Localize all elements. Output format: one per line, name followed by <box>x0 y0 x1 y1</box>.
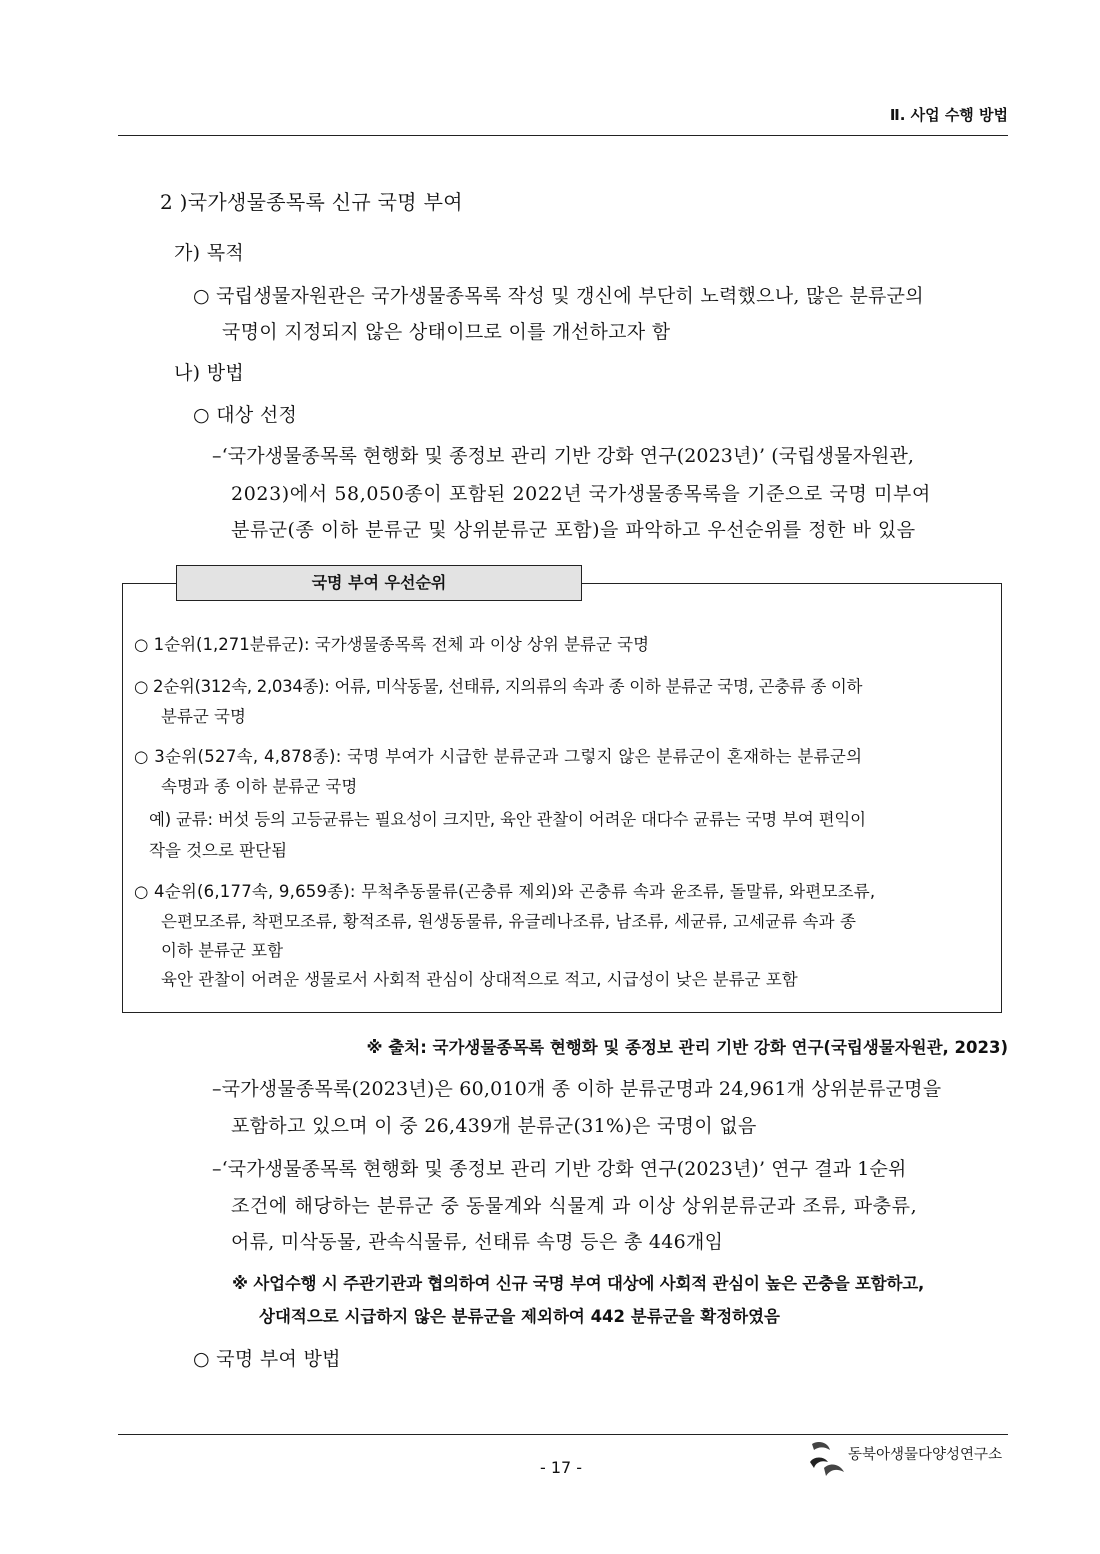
priority-4-line-4: 육안 관찰이 어려운 생물로서 사회적 관심이 상대적으로 적고, 시급성이 낮은 분류군 포함 <box>161 970 798 989</box>
priority-1: ○ 1순위(1,271분류군): 국가생물종목록 전체 과 이상 상위 분류군 국명 <box>134 635 650 654</box>
header-rule <box>118 135 1008 136</box>
priority-3-line-2: 속명과 종 이하 분류군 국명 <box>161 777 358 796</box>
purpose-bullet-line-1: ○ 국립생물자원관은 국가생물종목록 작성 및 갱신에 부단히 노력했으나, 많은 분류군의 <box>193 285 924 307</box>
page-number: - 17 - <box>540 1458 583 1477</box>
method-label: 나) 방법 <box>174 362 245 384</box>
target-selection-bullet: ○ 대상 선정 <box>193 404 298 426</box>
dash-item-2-line-2: 포함하고 있으며 이 중 26,439개 분류군(31%)은 국명이 없음 <box>231 1115 757 1137</box>
dash-item-3-line-2: 조건에 해당하는 분류군 중 동물계와 식물계 과 이상 상위분류군과 조류, 파충류, <box>231 1195 918 1217</box>
priority-3-example-line-1: 예) 균류: 버섯 등의 고등균류는 필요성이 크지만, 육안 관찰이 어려운 대다수 균류는 국명 부여 편익이 <box>149 810 866 829</box>
running-head-title: Ⅱ. 사업 수행 방법 <box>889 106 1008 124</box>
dash-item-1-line-2: 2023)에서 58,050종이 포함된 2022년 국가생물종목록을 기준으로 국명 미부여 <box>231 483 931 505</box>
priority-4-line-2: 은편모조류, 착편모조류, 황적조류, 원생동물류, 유글레나조류, 남조류, 세균류, 고세균류 속과 종 <box>161 912 856 931</box>
purpose-bullet-line-2: 국명이 지정되지 않은 상태이므로 이를 개선하고자 함 <box>222 321 671 343</box>
dash-item-3-line-3: 어류, 미삭동물, 관속식물류, 선태류 속명 등은 총 446개임 <box>231 1231 724 1253</box>
institute-logo-icon <box>808 1438 848 1478</box>
dash-item-1-line-1: –‘국가생물종목록 현행화 및 종정보 관리 기반 강화 연구(2023년)’ (국립생물자원관, <box>212 445 915 467</box>
section-heading: 2 )국가생물종목록 신규 국명 부여 <box>160 190 463 214</box>
priority-2-line-1: ○ 2순위(312속, 2,034종): 어류, 미삭동물, 선태류, 지의류의 속과 종 이하 분류군 국명, 곤충류 종 이하 <box>134 677 863 696</box>
priority-4-line-1: ○ 4순위(6,177속, 9,659종): 무척추동물류(곤충류 제외)와 곤충류 속과 윤조류, 돌말류, 와편모조류, <box>134 882 876 901</box>
priority-3-example-line-2: 작을 것으로 판단됨 <box>149 841 288 860</box>
priority-box-title: 국명 부여 우선순위 <box>176 565 582 601</box>
dash-item-3-line-1: –‘국가생물종목록 현행화 및 종정보 관리 기반 강화 연구(2023년)’ 연구 결과 1순위 <box>212 1158 907 1180</box>
priority-2-line-2: 분류군 국명 <box>161 707 246 726</box>
dash-item-2-line-1: –국가생물종목록(2023년)은 60,010개 종 이하 분류군명과 24,961개 상위분류군명을 <box>212 1078 942 1100</box>
priority-3-line-1: ○ 3순위(527속, 4,878종): 국명 부여가 시급한 분류군과 그렇지 않은 분류군이 혼재하는 분류군의 <box>134 747 863 766</box>
note-line-1: ※ 사업수행 시 주관기관과 협의하여 신규 국명 부여 대상에 사회적 관심이 높은 곤충을 포함하고, <box>232 1274 925 1293</box>
source-note: ※ 출처: 국가생물종목록 현행화 및 종정보 관리 기반 강화 연구(국립생물자원관, 2023) <box>366 1038 1008 1057</box>
footer-organization: 동북아생물다양성연구소 <box>848 1447 1003 1463</box>
priority-4-line-3: 이하 분류군 포함 <box>161 941 284 960</box>
note-line-2: 상대적으로 시급하지 않은 분류군을 제외하여 442 분류군을 확정하였음 <box>259 1307 780 1326</box>
footer-rule <box>118 1434 1008 1435</box>
purpose-label: 가) 목적 <box>174 242 245 264</box>
dash-item-1-line-3: 분류군(종 이하 분류군 및 상위분류군 포함)을 파악하고 우선순위를 정한 바 있음 <box>231 519 916 541</box>
naming-method-bullet: ○ 국명 부여 방법 <box>193 1348 341 1370</box>
